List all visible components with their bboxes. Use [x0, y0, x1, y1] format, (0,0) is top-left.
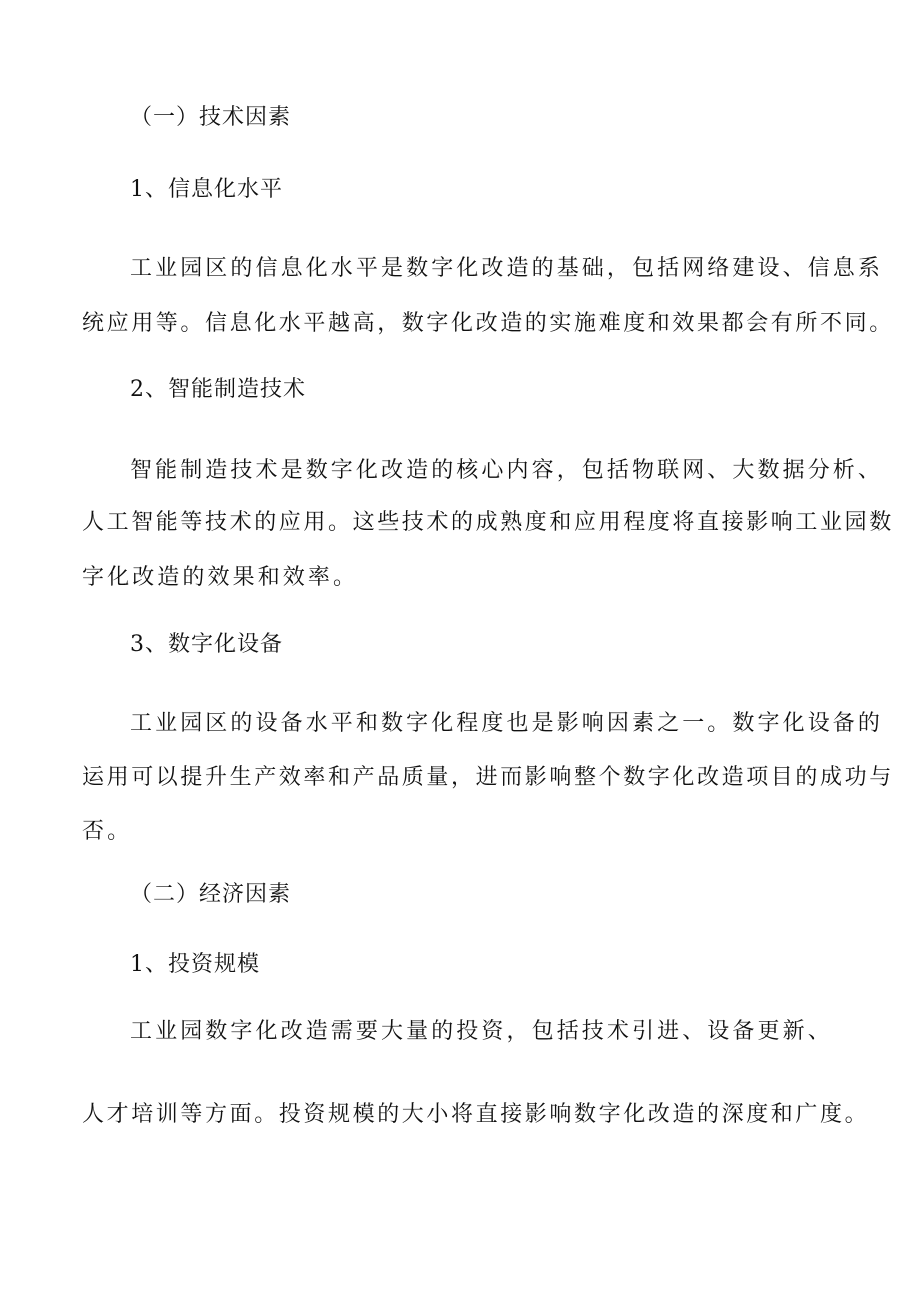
- item-heading-digital-equipment: 3、数字化设备: [130, 632, 283, 657]
- section-heading-technical: （一）技术因素: [130, 105, 292, 130]
- paragraph-line: 工业园区的信息化水平是数字化改造的基础，包括网络建设、信息系: [130, 256, 884, 281]
- paragraph-line: 工业园区的设备水平和数字化程度也是影响因素之一。数字化设备的: [130, 711, 884, 736]
- paragraph-line: 否。: [82, 819, 133, 844]
- paragraph-line: 工业园数字化改造需要大量的投资，包括技术引进、设备更新、: [130, 1019, 833, 1044]
- item-heading-smart-manufacturing: 2、智能制造技术: [130, 377, 306, 402]
- paragraph-line: 统应用等。信息化水平越高，数字化改造的实施难度和效果都会有所不同。: [82, 311, 894, 336]
- paragraph-line: 人工智能等技术的应用。这些技术的成熟度和应用程度将直接影响工业园数: [82, 510, 894, 535]
- paragraph-line: 字化改造的效果和效率。: [82, 565, 359, 590]
- paragraph-line: 智能制造技术是数字化改造的核心内容，包括物联网、大数据分析、: [130, 458, 884, 483]
- section-heading-economic: （二）经济因素: [130, 882, 292, 907]
- paragraph-line: 运用可以提升生产效率和产品质量，进而影响整个数字化改造项目的成功与: [82, 765, 894, 790]
- item-heading-info-level: 1、信息化水平: [130, 177, 283, 202]
- item-heading-investment: 1、投资规模: [130, 952, 260, 977]
- paragraph-line: 人才培训等方面。投资规模的大小将直接影响数字化改造的深度和广度。: [82, 1102, 870, 1127]
